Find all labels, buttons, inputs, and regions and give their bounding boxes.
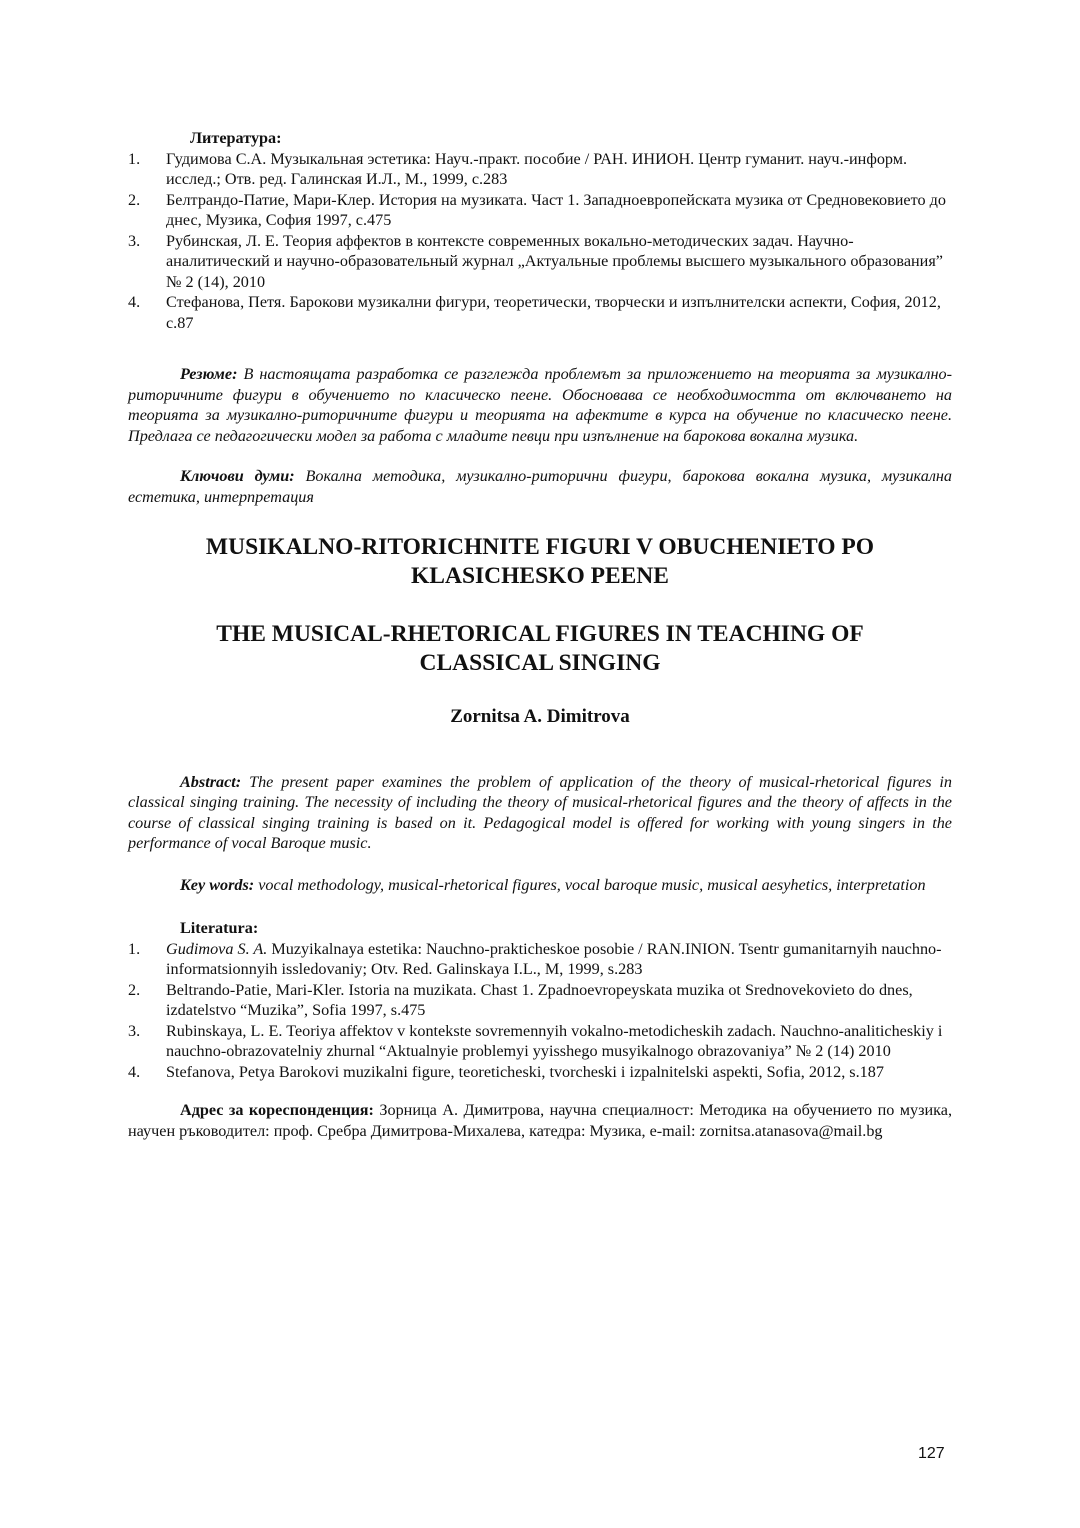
lat-reference-item: 4. Stefanova, Petya Barokovi muzikalni figure, teoreticheski, tvorcheski i izpalnitelski aspekti, Sofia, 2012, s.187 — [128, 1062, 884, 1081]
author-name: Zornitsa A. Dimitrova — [450, 706, 630, 727]
bg-literature-section — [128, 128, 952, 333]
keywords-en-paragraph: Key words: vocal methodology, musical-rhetorical figures, vocal baroque music, musical aesyhetics, interpretation — [180, 875, 926, 894]
lat-reference-item: 3. Rubinskaya, L. E. Teoriya affektov v kontekste sovremennyih vokalno-metodicheskih zadach. Nauchno-analiticheskiy i nauchno-obrazovatelniy zhurnal “Aktualnyie problemyi yyisshego musyikalnogo obrazovaniya” № 2 (14) 2010 — [128, 1021, 943, 1060]
bg-reference-item: 4. Стефанова, Петя. Барокови музикални фигури, теоретически, творчески и изпълнителски аспекти, София, 2012, с.87 — [128, 293, 941, 332]
page-number: 127 — [918, 1445, 945, 1462]
bg-reference-item: 2. Белтрандо-Патие, Мари-Клер. История на музиката. Част 1. Западноевропейската музика от Средновековието до днес, Музика, София 1997, с.475 — [128, 190, 946, 229]
bg-summary-paragraph: Резюме: В настоящата разработка се разглежда проблемът за приложението на теорията за музикално-риторичните фигури в обучението по класическо пеене. Обосновава се необходимостта от включването на теорията за музикално-риторичните фигури и теорията на афектите в курса на обучение по класическо пеене. Предлага се педагогически модел за работа с младите певци при изпълнение на барокова вокална музика. — [128, 365, 952, 445]
correspondence-paragraph: Адрес за кореспонденция: Зорница А. Димитрова, научна специалност: Методика на обучението по музика, научен ръководител: проф. Сребра Димитрова-Михалева, катедра: Музика, e-mail: zornitsa.atanasova@mail.bg — [128, 1101, 953, 1140]
bg-keywords-paragraph: Ключови думи: Вокална методика, музикално-риторични фигури, барокова вокална музика, музикална естетика, интерпретация — [128, 467, 953, 506]
lat-literature-heading: Literatura: — [180, 919, 259, 937]
bg-reference-item: 1. Гудимова С.А. Музыкальная эстетика: Науч.-практ. пособие / РАН. ИНИОН. Центр гуманит. науч.-информ. исслед.; Отв. ред. Галинская И.Л., М., 1999, с.283 — [128, 149, 908, 188]
lat-reference-item: 2. Beltrando-Patie, Mari-Kler. Istoria na muzikata. Chast 1. Zpadnoevropeyskata muzika ot Srednovekovieto do dnes, izdatelstvo “Muzika”, Sofia 1997, s.475 — [128, 980, 913, 1019]
title-transliterated: MUSIKALNO-RITORICHNITE FIGURI V OBUCHENIETO PO KLASICHESKO PEENE — [205, 534, 875, 589]
abstract-paragraph: Abstract: The present paper examines the problem of application of the theory of musical-rhetorical figures in classical singing training. The necessity of including the theory of musical-rhetorical figures and the theory of affects in the course of classical singing training is based on it. Pedagogical model is offered for working with young singers in the performance of vocal Baroque music. — [128, 772, 952, 852]
bg-literature-heading: Литература: — [190, 129, 282, 147]
page-content — [128, 128, 952, 1141]
bg-reference-item: 3. Рубинская, Л. Е. Теория аффектов в контексте современных вокально-методических задач. Научно-аналитический и научно-образовательный журнал „Актуальные проблемы высшего музыкального образования” № 2 (14), 2010 — [128, 231, 943, 291]
lat-literature-section — [128, 918, 952, 1082]
lat-reference-list — [128, 939, 952, 1083]
lat-reference-item: 1. Gudimova S. A. Muzyikalnaya estetika: Nauchno-prakticheskoe posobie / RAN.INION. Tsentr gumanitarnyih nauchno-informatsionnyih issledovaniy; Otv. Red. Galinskaya I.L., M, 1999, s.283 — [128, 939, 942, 978]
title-english: THE MUSICAL-RHETORICAL FIGURES IN TEACHING OF CLASSICAL SINGING — [216, 621, 864, 676]
bg-reference-list — [128, 149, 952, 334]
